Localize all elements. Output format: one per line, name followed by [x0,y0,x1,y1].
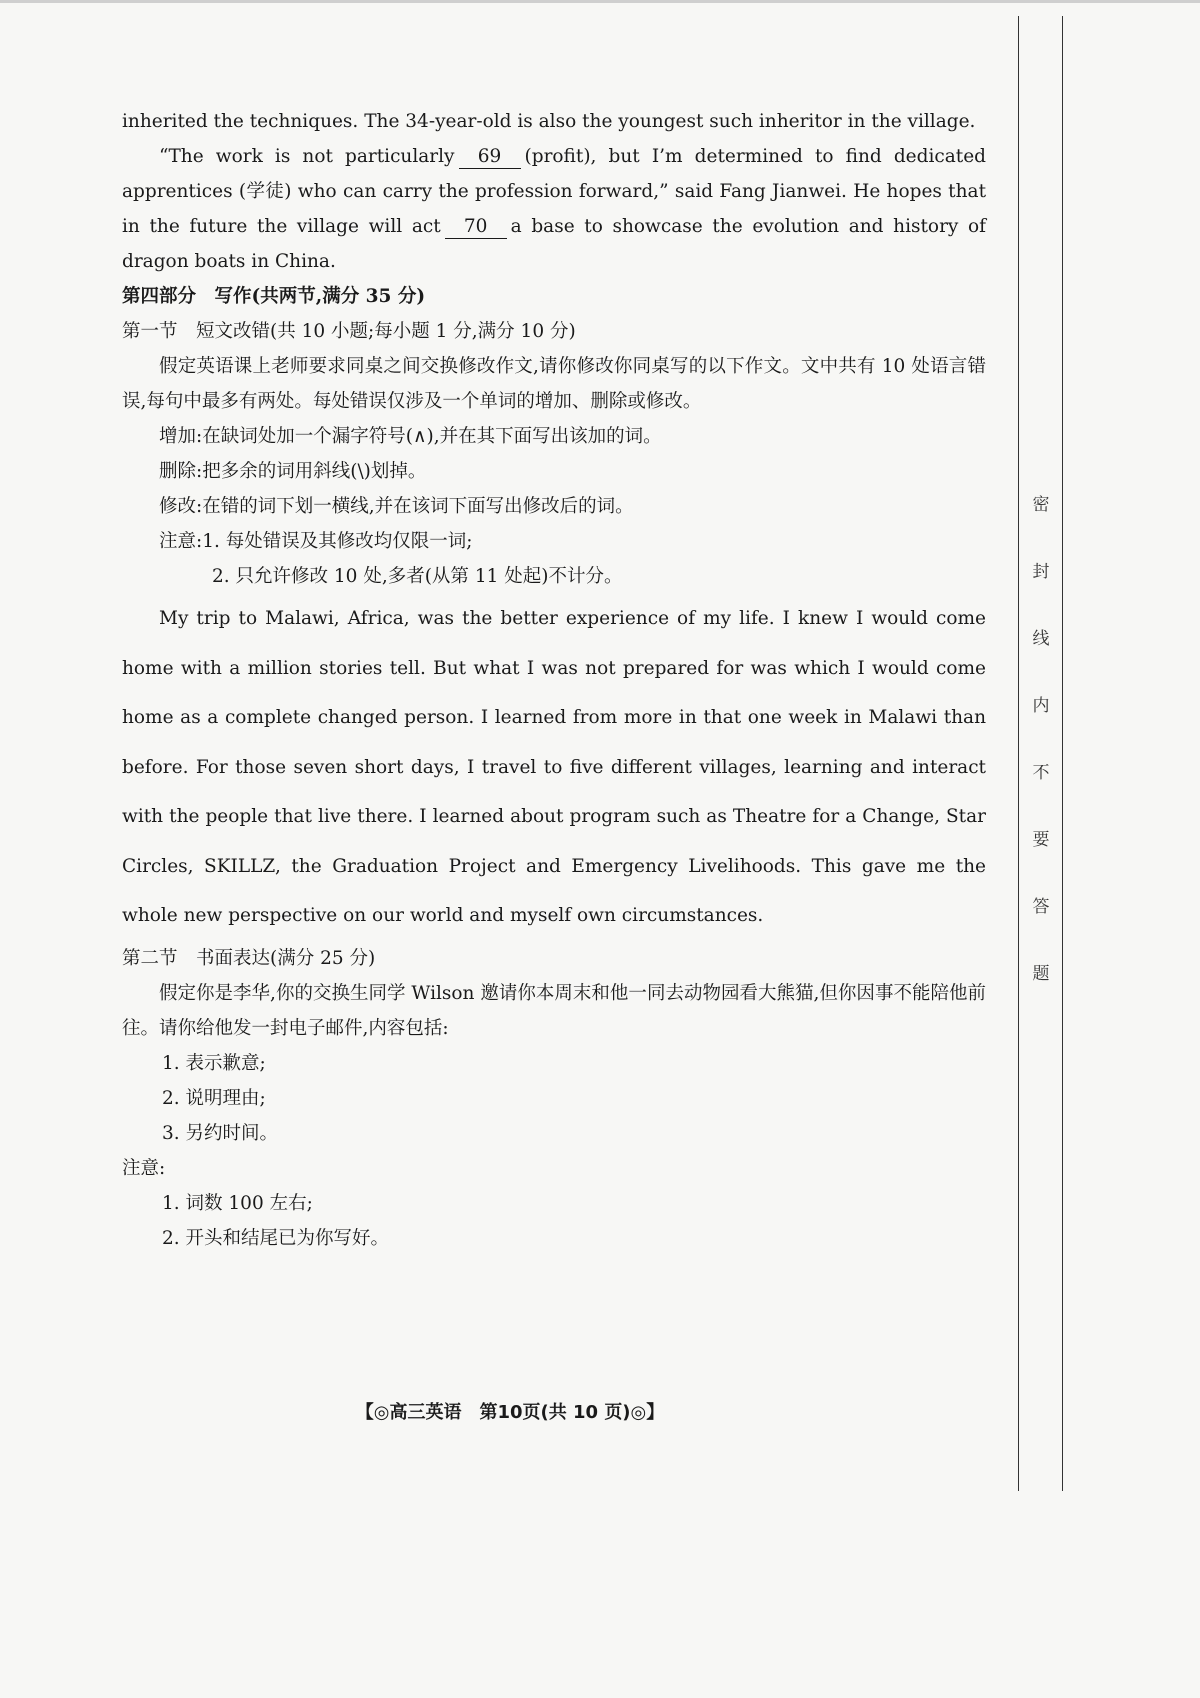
quote-end: a base to showcase the evolution and history of dragon boats in China. [122,216,987,272]
top-edge [0,0,1200,3]
blank-70: 70 [445,216,507,239]
seal-line-text [1028,492,1054,1028]
rule-delete: 删除:把多余的词用斜线(\)划掉。 [159,461,427,482]
rule-add: 增加:在缺词处加一个漏字符号(∧),并在其下面写出该加的词。 [159,426,662,447]
seal-char: 线 [1032,629,1050,649]
seal-line-right [1062,16,1063,1491]
quote-open: “The work is not particularly [159,146,455,167]
seal-char: 封 [1032,562,1050,582]
note-label: 注意: [122,1157,166,1179]
blank-69: 69 [459,146,521,169]
writing-note-1: 1. 词数 100 左右; [162,1192,313,1214]
seal-line-left [1018,16,1019,1491]
rule-modify: 修改:在错的词下划一横线,并在该词下面写出修改后的词。 [159,496,634,517]
note-2: 2. 只允许修改 10 处,多者(从第 11 处起)不计分。 [212,566,623,587]
seal-char: 不 [1032,763,1050,783]
point-1: 1. 表示歉意; [162,1052,266,1074]
writing-note-2: 2. 开头和结尾已为你写好。 [162,1227,390,1249]
section2-title: 第二节 书面表达(满分 25 分) [122,947,376,969]
page-content [122,104,986,1256]
note-1: 注意:1. 每处错误及其修改均仅限一词; [159,531,473,552]
part4-title: 第四部分 写作(共两节,满分 35 分) [122,286,426,307]
seal-char: 题 [1032,964,1050,984]
intro-quote-paragraph [122,139,986,279]
seal-char: 要 [1032,830,1050,850]
point-2: 2. 说明理由; [162,1087,266,1109]
section1-title: 第一节 短文改错(共 10 小题;每小题 1 分,满分 10 分) [122,321,576,342]
seal-char: 内 [1032,696,1050,716]
error-correction-passage: My trip to Malawi, Africa, was the better experience of my life. I knew I would come home with a million stories tell. But what I was not prepared for was which I would come home as a complete changed person. I learned from more in that one week in Malawi than before. For those seven short days, I travel to five different villages, learning and interact with the people that live there. I learned about program such as Theatre for a Change, Star Circles, SKILLZ, the Graduation Project and Emergency Livelihoods. This gave me the whole new perspective on our world and myself own circumstances. [122,608,986,926]
intro-line: inherited the techniques. The 34-year-old is also the youngest such inheritor in the village. [122,111,976,132]
point-3: 3. 另约时间。 [162,1122,279,1144]
seal-char: 答 [1032,897,1050,917]
section2-prompt: 假定你是李华,你的交换生同学 Wilson 邀请你本周末和他一同去动物园看大熊猫,但你因事不能陪他前往。请你给他发一封电子邮件,内容包括: [122,982,986,1039]
page-footer: 【◎高三英语 第10页(共 10 页)◎】 [355,1402,665,1423]
quote-cont: (profit), but I’m determined to find dedicated apprentices (学徒) who can carry the profession forward,” said Fang Jianwei. He hopes that in the future the village will act [122,146,987,237]
section1-instruction: 假定英语课上老师要求同桌之间交换修改作文,请你修改你同桌写的以下作文。文中共有 10 处语言错误,每句中最多有两处。每处错误仅涉及一个单词的增加、删除或修改。 [122,356,986,412]
seal-char: 密 [1032,495,1050,515]
